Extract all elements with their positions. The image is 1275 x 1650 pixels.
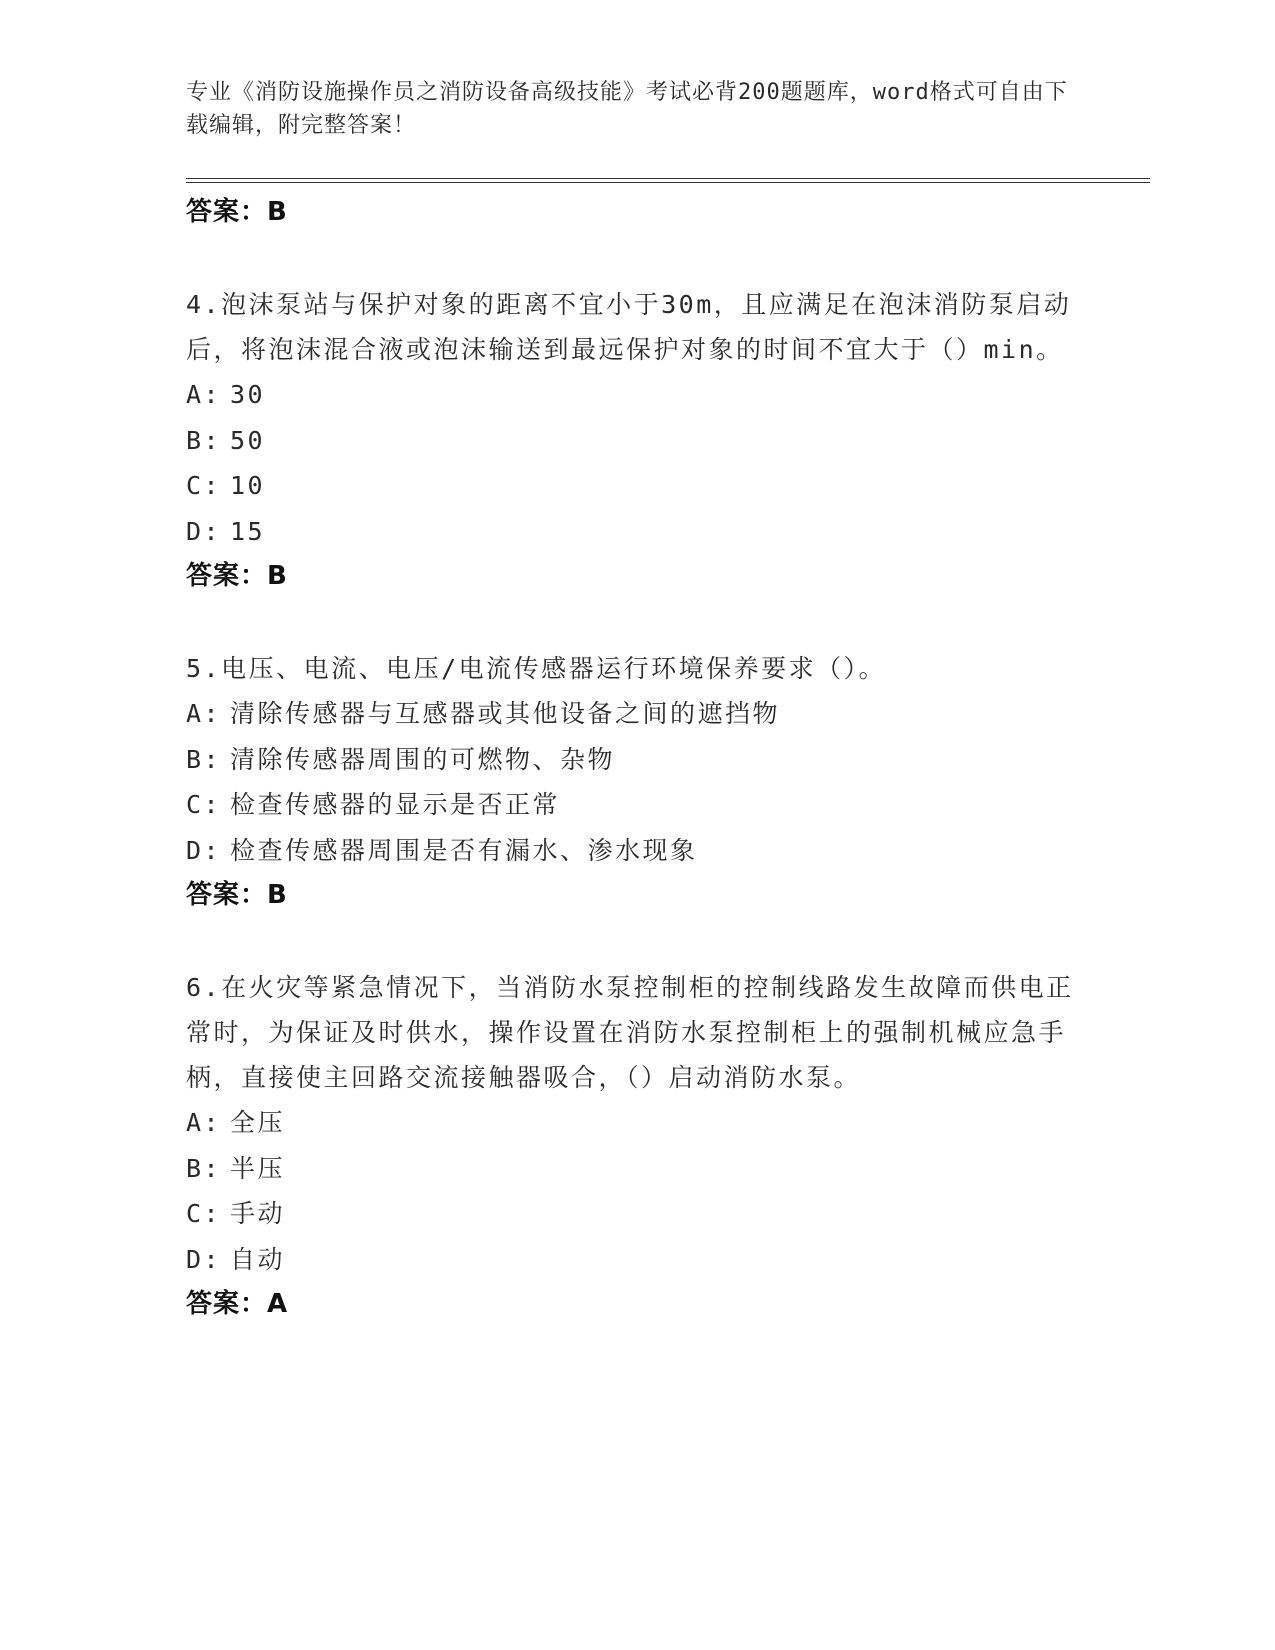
option-text: 15 [230,516,266,546]
option-key: D: [186,516,222,546]
option-key: C: [186,471,222,500]
answer-label: 答案： [186,561,268,591]
answer-value: B [267,880,288,910]
option-text: 全压 [230,1108,286,1137]
option-key: C: [186,790,222,819]
option-d [186,509,1086,555]
option-text: 10 [230,471,266,500]
question-body: 泡沫泵站与保护对象的距离不宜小于30m，且应满足在泡沫消防泵启动后，将泡沫混合液或泡沫输送到最远保护对象的时间不宜大于（）min。 [186,290,1072,364]
option-c [186,463,1086,509]
answer-value: B [267,561,288,591]
option-d [186,828,1086,874]
question-text [186,965,1086,1100]
question-body: 电压、电流、电压/电流传感器运行环境保养要求（）。 [221,654,887,683]
answer-value: B [267,197,288,227]
question-number: 5. [186,654,222,683]
option-key: A: [186,699,222,728]
option-text: 半压 [230,1153,286,1183]
option-text: 清除传感器与互感器或其他设备之间的遮挡物 [230,699,781,728]
option-text: 30 [230,380,266,409]
document-body [186,190,1086,1326]
question-text [186,646,1086,691]
option-d [186,1237,1086,1283]
option-key: B: [186,744,222,774]
answer-label: 答案： [186,197,268,227]
document-header [186,76,1086,142]
option-text: 检查传感器的显示是否正常 [230,790,561,819]
question-answer [186,873,1086,917]
header-text: 专业《消防设施操作员之消防设备高级技能》考试必背200题题库，word格式可自由下载编辑，附完整答案！ [186,80,1068,138]
option-text: 自动 [230,1244,286,1274]
option-key: D: [186,1244,222,1274]
option-b [186,1146,1086,1192]
spacer [186,917,1086,965]
option-c [186,782,1086,828]
question-block [186,282,1086,598]
option-key: A: [186,1108,222,1137]
option-a [186,372,1086,418]
option-a [186,1100,1086,1146]
question-number: 6. [186,973,222,1002]
previous-answer [186,190,1086,234]
option-a [186,691,1086,737]
spacer [186,234,1086,282]
option-b [186,418,1086,464]
option-text: 检查传感器周围是否有漏水、渗水现象 [230,835,698,865]
question-answer [186,1282,1086,1326]
question-text [186,282,1086,372]
spacer [186,598,1086,646]
option-key: C: [186,1199,222,1228]
option-key: D: [186,835,222,865]
header-rule-top [186,178,1150,179]
answer-label: 答案： [186,880,268,910]
option-key: B: [186,1153,222,1183]
option-text: 清除传感器周围的可燃物、杂物 [230,744,616,774]
question-answer [186,554,1086,598]
option-c [186,1191,1086,1237]
question-body: 在火灾等紧急情况下，当消防水泵控制柜的控制线路发生故障而供电正常时，为保证及时供水，操作设置在消防水泵控制柜上的强制机械应急手柄，直接使主回路交流接触器吸合，（）启动消防水泵。 [186,973,1074,1092]
option-key: B: [186,425,222,455]
option-b [186,737,1086,783]
question-block [186,646,1086,917]
question-number: 4. [186,290,222,319]
answer-label: 答案： [186,1289,268,1319]
option-text: 手动 [230,1199,286,1228]
question-block [186,965,1086,1326]
option-text: 50 [230,425,266,455]
header-rule-bottom [186,182,1150,183]
answer-value: A [267,1289,289,1319]
option-key: A: [186,380,222,409]
